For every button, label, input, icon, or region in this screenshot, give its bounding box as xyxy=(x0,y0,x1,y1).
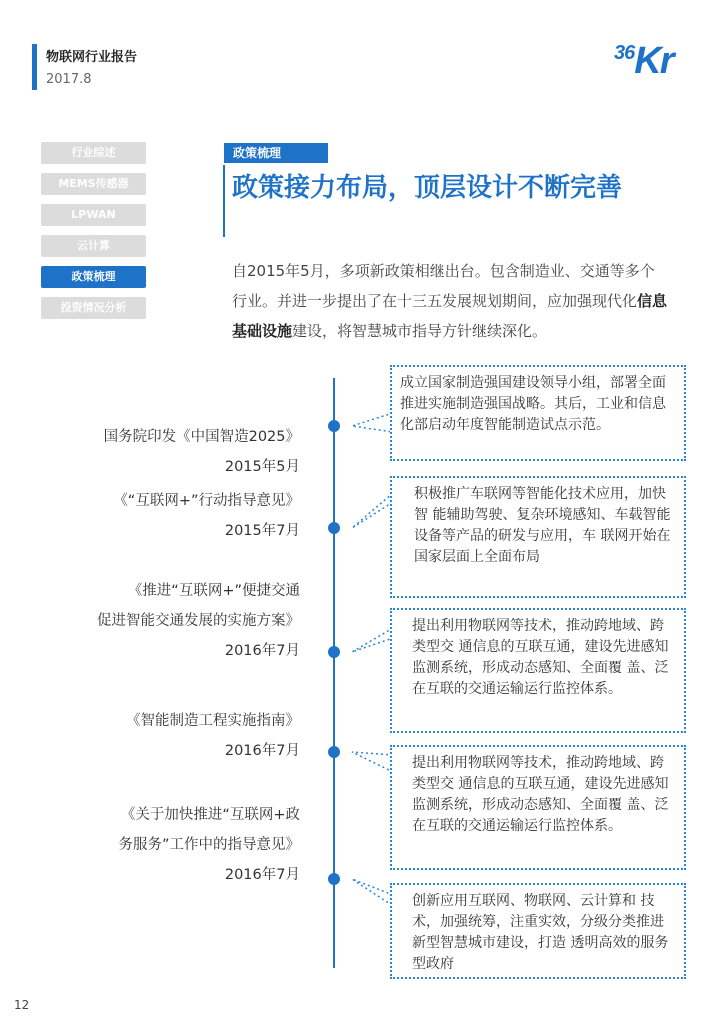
sidebar-item-lpwan[interactable]: LPWAN xyxy=(41,204,146,226)
policy-document-3 xyxy=(0,576,300,666)
document-name: 促进智能交通发展的实施方案》 xyxy=(97,613,300,629)
policy-description-box: 积极推广车联网等智能化技术应用，加快智 能辅助驾驶、复杂环境感知、车载智能设备等产品的研发与应用，车 联网开始在国家层面上全面布局 xyxy=(390,476,686,598)
section-tag: 政策梳理 xyxy=(224,143,328,163)
policy-document-1 xyxy=(0,422,300,482)
document-name: 《“互联网+”行动指导意见》 xyxy=(113,493,300,509)
document-name: 国务院印发《中国智造2025》 xyxy=(103,429,300,445)
brand-logo: 36Kr xyxy=(614,40,673,82)
document-name: 《智能制造工程实施指南》 xyxy=(126,713,300,729)
sidebar-item-investment[interactable]: 投资情况分析 xyxy=(41,297,146,319)
timeline-node xyxy=(328,746,340,758)
policy-description-box: 提出利用物联网等技术，推动跨地域、跨类型交 通信息的互联互通，建设先进感知监测系统，形成动态感知、全面覆 盖、泛在互联的交通运输运行监控体系。 xyxy=(390,745,686,870)
policy-description-box: 创新应用互联网、物联网、云计算和 技术，加强统筹，注重实效，分级分类推进新型智慧城市建设，打造 透明高效的服务型政府 xyxy=(390,883,686,979)
intro-paragraph: 自2015年5月，多项新政策相继出台。包含制造业、交通等多个行业。并进一步提出了在十三五发展规划期间，应加强现代化信息基础设施建设，将智慧城市指导方针继续深化。 xyxy=(232,262,668,340)
header-accent-bar xyxy=(32,44,37,90)
policy-description-box: 提出利用物联网等技术，推动跨地域、跨类型交 通信息的互联互通，建设先进感知监测系统，形成动态感知、全面覆 盖、泛在互联的交通运输运行监控体系。 xyxy=(390,608,686,733)
sidebar-item-industry-overview[interactable]: 行业综述 xyxy=(41,142,146,164)
title-accent-bar xyxy=(223,165,225,237)
timeline-node xyxy=(328,522,340,534)
document-name: 《关于加快推进“互联网+政 xyxy=(120,807,300,823)
document-name: 务服务”工作中的指导意见》 xyxy=(118,837,300,853)
page-title: 政策接力布局，顶层设计不断完善 xyxy=(232,173,623,203)
policy-document-2 xyxy=(0,486,300,546)
document-date: 2016年7月 xyxy=(224,643,300,659)
intro-highlight: 信息基础设施 xyxy=(232,292,668,340)
sidebar-item-policy[interactable]: 政策梳理 xyxy=(41,266,146,288)
document-date: 2016年7月 xyxy=(224,867,300,883)
document-date: 2015年5月 xyxy=(224,459,300,475)
document-date: 2016年7月 xyxy=(224,743,300,759)
timeline-node xyxy=(328,646,340,658)
policy-document-4 xyxy=(0,706,300,766)
document-name: 《推进“互联网+”便捷交通 xyxy=(127,583,300,599)
sidebar-item-mems-sensor[interactable]: MEMS传感器 xyxy=(41,173,146,195)
report-date: 2017.8 xyxy=(46,72,92,87)
timeline-node xyxy=(328,873,340,885)
page-number: 12 xyxy=(14,998,30,1012)
policy-document-5 xyxy=(0,800,300,890)
timeline-node xyxy=(328,420,340,432)
policy-description-box: 成立国家制造强国建设领导小组，部署全面推进实施制造强国战略。其后，工业和信息化部启动年度智能制造试点示范。 xyxy=(390,365,686,461)
document-date: 2015年7月 xyxy=(224,523,300,539)
report-title: 物联网行业报告 xyxy=(46,50,138,65)
sidebar-item-cloud-computing[interactable]: 云计算 xyxy=(41,235,146,257)
